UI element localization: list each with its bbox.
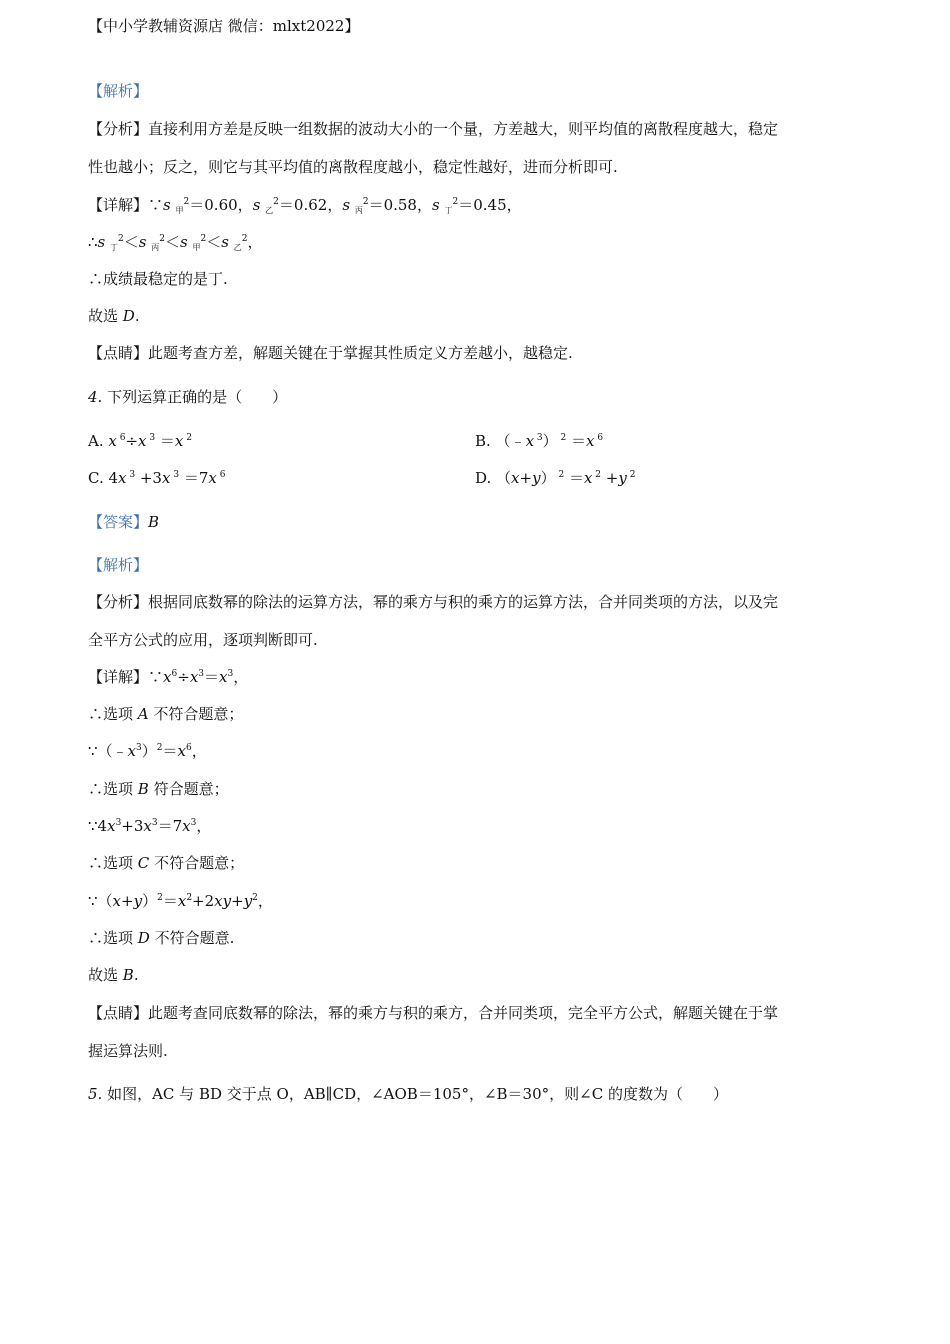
q4-option-d: D. （x+y） $^2$ ＝x $^2$ +y $^2$ [475,469,636,487]
variance-yi: 0.62 [293,196,328,214]
q5-stem: 如图，AC 与 BD 交于点 O，AB∥CD，∠AOB＝105°，∠B＝30°，则∠C 的度数为（ ） [107,1085,728,1103]
q4-detail-b: $\because(﹣x^3)^2=x^6$， [88,742,207,760]
fenxi-text: 直接利用方差是反映一组数据的波动大小的一个量，方差越大，则平均值的离散程度越大，稳定 [148,120,779,138]
q4-option-a: A. x $^6$÷x $^3$ ＝x $^2$ [88,432,192,450]
q3-choose-line: 故选 D. [88,307,140,325]
choose-letter: B [122,966,134,984]
q4-number: 4. [88,388,103,406]
fenxi-tag: 【分析】 [88,120,149,138]
q3-fenxi-line1 [88,119,778,139]
q4-answer-line [88,512,159,532]
fenxi-tag: 【分析】 [88,593,149,611]
choose-letter: D [122,307,135,325]
q4-dianjing-line1 [88,1003,778,1023]
answer-value: B [148,513,160,531]
q5-number: 5. [88,1085,103,1103]
q4-option-b: B. （﹣x $^3$） $^2$ ＝x $^6$ [475,432,604,450]
variance-ding: 0.45 [473,196,507,214]
q4-option-c: C. 4x $^3$ +3x $^3$ ＝7x $^6$ [88,469,226,487]
jiexi-label-q3: 【解析】 [88,82,149,100]
q3-inequality-line: ∴s $_丁^2$＜s $_丙^2$＜s $_甲^2$＜s $_乙^2$， [88,233,263,252]
dianjing-tag: 【点睛】 [88,1004,149,1022]
q4-conclusion-d: ∴选项 D 不符合题意. [88,929,235,947]
dianjing-text: 此题考查同底数幂的除法，幂的乘方与积的乘方，合并同类项，完全平方公式，解题关键在于掌 [148,1004,779,1022]
q3-fenxi-line2: 性也越小；反之，则它与其平均值的离散程度越小，稳定性越好，进而分析即可. [88,158,618,176]
q4-stem: 下列运算正确的是（ ） [107,388,288,406]
q3-xiangjie-line: 【详解】∵s $_甲^2$＝0.60，s $_乙^2$＝0.62，s $_丙^2$＝0.58，s $_丁^2$＝0.45， [88,196,522,215]
fenxi-text: 根据同底数幂的除法的运算方法，幂的乘方与积的乘方的运算方法，合并同类项的方法，以及完 [148,593,779,611]
q4-detail-c: $\because 4x^3+3x^3=7x^3$， [88,817,212,835]
q4-conclusion-c: ∴选项 C 不符合题意； [88,854,245,872]
q4-fenxi-line1 [88,592,778,612]
q4-dianjing-line2: 握运算法则. [88,1042,168,1060]
q3-dianjing-line [88,343,573,363]
q4-detail-d: $\because(x+y)^2=x^2+2xy+y^2$， [88,892,273,910]
jiexi-label-q4: 【解析】 [88,556,149,574]
q4-choose-line: 故选 B. [88,966,139,984]
q4-stem-line [88,387,287,407]
xiangjie-tag: 【详解】 [88,668,149,686]
q4-conclusion-a: ∴选项 A 不符合题意； [88,705,244,723]
choose-text: 故选 [88,966,119,984]
dianjing-text: 此题考查方差，解题关键在于掌握其性质定义方差越小，越稳定. [148,344,573,362]
dianjing-tag: 【点睛】 [88,344,149,362]
variance-jia: 0.60 [204,196,238,214]
xiangjie-tag: 【详解】 [88,196,149,214]
choose-text: 故选 [88,307,119,325]
page-header: 【中小学教辅资源店 微信：mlxt2022】 [88,17,360,35]
q4-fenxi-line2: 全平方公式的应用，逐项判断即可. [88,631,318,649]
q4-detail-a: 【详解】$\because x^6\div x^3=x^3$， [88,668,249,686]
q4-conclusion-b: ∴选项 B 符合题意； [88,780,229,798]
variance-bing: 0.58 [383,196,417,214]
q3-result-line: ∴成绩最稳定的是丁. [88,270,228,288]
answer-tag: 【答案】 [88,513,149,531]
q5-stem-line [88,1084,728,1104]
